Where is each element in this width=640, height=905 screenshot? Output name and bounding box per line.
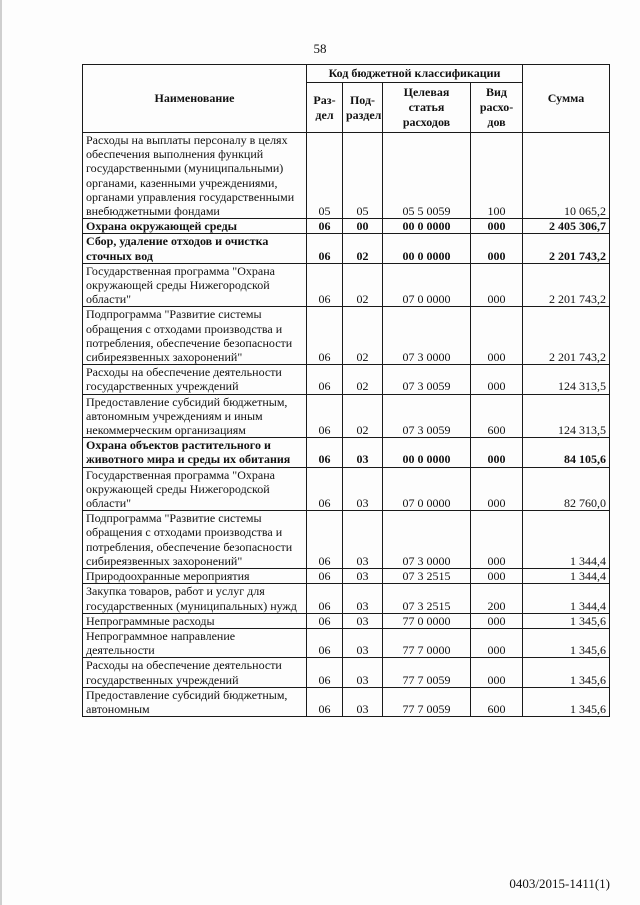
header-summa: Сумма — [523, 65, 610, 133]
cell-podrazdel: 00 — [343, 219, 383, 234]
cell-podrazdel: 03 — [343, 613, 383, 628]
cell-summa: 1 345,6 — [523, 628, 610, 657]
cell-name: Охрана окружающей среды — [83, 219, 307, 234]
cell-vid: 000 — [471, 569, 523, 584]
cell-summa: 1 345,6 — [523, 658, 610, 687]
cell-cel: 77 7 0059 — [383, 687, 471, 716]
cell-podrazdel: 02 — [343, 365, 383, 394]
table-row — [83, 219, 610, 234]
cell-vid: 100 — [471, 133, 523, 219]
cell-vid: 200 — [471, 584, 523, 613]
cell-summa: 1 344,4 — [523, 569, 610, 584]
table-row — [83, 628, 610, 657]
cell-summa: 84 105,6 — [523, 438, 610, 467]
cell-cel: 77 7 0059 — [383, 658, 471, 687]
cell-vid: 000 — [471, 263, 523, 307]
table-row — [83, 307, 610, 365]
cell-cel: 00 0 0000 — [383, 234, 471, 263]
cell-name: Расходы на обеспечение деятельности государственных учреждений — [83, 658, 307, 687]
cell-razdel: 06 — [307, 365, 343, 394]
table-row — [83, 263, 610, 307]
cell-summa: 124 313,5 — [523, 394, 610, 438]
cell-summa: 124 313,5 — [523, 365, 610, 394]
budget-table — [82, 64, 610, 717]
header-vid: Вид расхо- дов — [471, 83, 523, 133]
cell-podrazdel: 03 — [343, 511, 383, 569]
cell-vid: 000 — [471, 511, 523, 569]
table-row — [83, 394, 610, 438]
cell-vid: 000 — [471, 365, 523, 394]
cell-cel: 00 0 0000 — [383, 219, 471, 234]
cell-cel: 07 3 0059 — [383, 365, 471, 394]
header-podrazdel: Под- раздел — [343, 83, 383, 133]
cell-vid: 000 — [471, 658, 523, 687]
table-row — [83, 584, 610, 613]
cell-summa: 2 405 306,7 — [523, 219, 610, 234]
cell-podrazdel: 02 — [343, 307, 383, 365]
cell-cel: 77 0 0000 — [383, 613, 471, 628]
table-row — [83, 133, 610, 219]
cell-name: Государственная программа "Охрана окружающей среды Нижегородской области" — [83, 467, 307, 511]
cell-vid: 000 — [471, 467, 523, 511]
table-row — [83, 438, 610, 467]
document-code: 0403/2015-1411(1) — [509, 876, 610, 891]
cell-cel: 07 3 0059 — [383, 394, 471, 438]
cell-summa: 1 345,6 — [523, 613, 610, 628]
cell-name: Непрограммное направление деятельности — [83, 628, 307, 657]
cell-name: Подпрограмма "Развитие системы обращения с отходами производства и потребления, обеспечение безопасности сибиреязвенных захоронений" — [83, 511, 307, 569]
cell-vid: 000 — [471, 613, 523, 628]
table-row — [83, 234, 610, 263]
cell-cel: 07 3 2515 — [383, 569, 471, 584]
table-body — [83, 133, 610, 717]
page-number: 58 — [313, 41, 327, 56]
cell-name: Предоставление субсидий бюджетным, автономным — [83, 687, 307, 716]
cell-cel: 07 3 2515 — [383, 584, 471, 613]
cell-podrazdel: 02 — [343, 263, 383, 307]
cell-podrazdel: 05 — [343, 133, 383, 219]
cell-vid: 600 — [471, 394, 523, 438]
cell-name: Охрана объектов растительного и животного мира и среды их обитания — [83, 438, 307, 467]
cell-razdel: 06 — [307, 234, 343, 263]
cell-cel: 07 3 0000 — [383, 307, 471, 365]
cell-summa: 1 345,6 — [523, 687, 610, 716]
cell-summa: 10 065,2 — [523, 133, 610, 219]
cell-summa: 2 201 743,2 — [523, 263, 610, 307]
cell-vid: 600 — [471, 687, 523, 716]
cell-name: Расходы на выплаты персоналу в целях обеспечения выполнения функций государственными (муниципальными) органами, казенными учреждениями, органами управления государственными внебюджетными фондами — [83, 133, 307, 219]
cell-razdel: 06 — [307, 687, 343, 716]
header-kbk: Код бюджетной классификации — [307, 65, 523, 83]
cell-vid: 000 — [471, 438, 523, 467]
cell-razdel: 06 — [307, 569, 343, 584]
cell-razdel: 06 — [307, 658, 343, 687]
cell-razdel: 06 — [307, 584, 343, 613]
table-row — [83, 467, 610, 511]
cell-cel: 07 0 0000 — [383, 467, 471, 511]
cell-razdel: 06 — [307, 394, 343, 438]
cell-name: Государственная программа "Охрана окружающей среды Нижегородской области" — [83, 263, 307, 307]
table-row — [83, 687, 610, 716]
cell-razdel: 06 — [307, 467, 343, 511]
cell-name: Подпрограмма "Развитие системы обращения с отходами производства и потребления, обеспечение безопасности сибиреязвенных захоронений" — [83, 307, 307, 365]
table-row — [83, 365, 610, 394]
cell-vid: 000 — [471, 219, 523, 234]
cell-podrazdel: 03 — [343, 658, 383, 687]
table-row — [83, 511, 610, 569]
cell-summa: 1 344,4 — [523, 584, 610, 613]
cell-cel: 00 0 0000 — [383, 438, 471, 467]
cell-razdel: 06 — [307, 438, 343, 467]
cell-cel: 77 7 0000 — [383, 628, 471, 657]
cell-summa: 82 760,0 — [523, 467, 610, 511]
cell-razdel: 06 — [307, 263, 343, 307]
cell-name: Предоставление субсидий бюджетным, автономным учреждениям и иным некоммерческим организациям — [83, 394, 307, 438]
cell-cel: 07 0 0000 — [383, 263, 471, 307]
cell-summa: 2 201 743,2 — [523, 234, 610, 263]
cell-summa: 2 201 743,2 — [523, 307, 610, 365]
cell-vid: 000 — [471, 234, 523, 263]
cell-vid: 000 — [471, 628, 523, 657]
cell-name: Природоохранные мероприятия — [83, 569, 307, 584]
cell-podrazdel: 02 — [343, 234, 383, 263]
cell-razdel: 06 — [307, 628, 343, 657]
cell-razdel: 05 — [307, 133, 343, 219]
scan-edge — [0, 0, 2, 905]
cell-podrazdel: 02 — [343, 394, 383, 438]
cell-podrazdel: 03 — [343, 687, 383, 716]
cell-razdel: 06 — [307, 511, 343, 569]
cell-podrazdel: 03 — [343, 628, 383, 657]
cell-name: Закупка товаров, работ и услуг для государственных (муниципальных) нужд — [83, 584, 307, 613]
cell-cel: 05 5 0059 — [383, 133, 471, 219]
cell-name: Непрограммные расходы — [83, 613, 307, 628]
table-row — [83, 658, 610, 687]
cell-name: Расходы на обеспечение деятельности государственных учреждений — [83, 365, 307, 394]
table-row — [83, 569, 610, 584]
cell-name: Сбор, удаление отходов и очистка сточных вод — [83, 234, 307, 263]
cell-vid: 000 — [471, 307, 523, 365]
table-row — [83, 613, 610, 628]
cell-razdel: 06 — [307, 307, 343, 365]
cell-podrazdel: 03 — [343, 569, 383, 584]
cell-podrazdel: 03 — [343, 438, 383, 467]
header-name: Наименование — [83, 65, 307, 133]
cell-cel: 07 3 0000 — [383, 511, 471, 569]
header-cel: Целевая статья расходов — [383, 83, 471, 133]
cell-summa: 1 344,4 — [523, 511, 610, 569]
cell-razdel: 06 — [307, 219, 343, 234]
cell-razdel: 06 — [307, 613, 343, 628]
header-razdel: Раз- дел — [307, 83, 343, 133]
cell-podrazdel: 03 — [343, 584, 383, 613]
cell-podrazdel: 03 — [343, 467, 383, 511]
